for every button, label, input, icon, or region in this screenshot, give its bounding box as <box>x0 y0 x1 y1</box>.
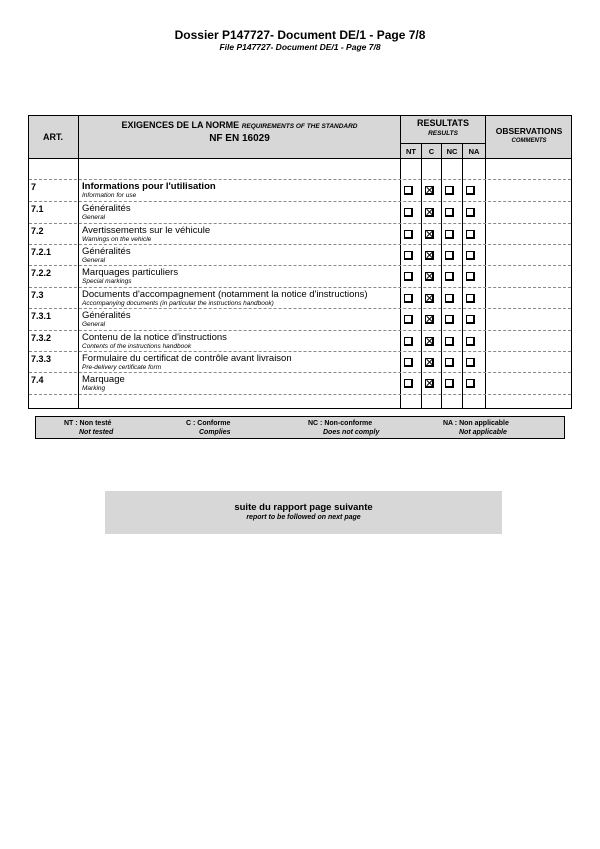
article-number: 7.3.1 <box>31 311 52 321</box>
article-number: 7.1 <box>31 204 44 214</box>
requirement-title: Documents d'accompagnement (notamment la notice d'instructions) <box>82 289 368 300</box>
legend-c <box>186 419 231 437</box>
standard-name: NF EN 16029 <box>209 133 270 144</box>
checkbox-c[interactable] <box>425 251 434 260</box>
requirement-title: Informations pour l'utilisation <box>82 181 216 192</box>
checkbox-nc[interactable] <box>445 230 454 239</box>
article-number: 7.3 <box>31 290 44 300</box>
legend-nt-english: Not tested <box>79 429 114 436</box>
legend-nt-label: NT : Non testé <box>64 420 112 427</box>
requirement-title-english: General <box>82 321 106 328</box>
requirement-title-english: General <box>82 257 106 264</box>
column-header-requirements <box>79 120 400 145</box>
requirement-title: Généralités <box>82 246 131 257</box>
column-header-observations <box>486 126 572 146</box>
article-number: 7.2.2 <box>31 268 52 278</box>
result-legend <box>35 416 565 439</box>
checkbox-c[interactable] <box>425 272 434 281</box>
requirement-title-english: Pre-delivery certificate form <box>82 364 162 371</box>
results-title: RESULTATS <box>417 118 469 128</box>
checkbox-nt[interactable] <box>404 315 413 324</box>
article-number: 7.2.1 <box>31 247 52 257</box>
checkbox-nt[interactable] <box>404 294 413 303</box>
checkbox-nt[interactable] <box>404 186 413 195</box>
checkbox-na[interactable] <box>466 315 475 324</box>
checkbox-c[interactable] <box>425 186 434 195</box>
legend-nt <box>64 419 113 437</box>
table-row <box>28 225 572 247</box>
observations-title: OBSERVATIONS <box>495 126 563 136</box>
checkbox-nc[interactable] <box>445 251 454 260</box>
result-code-c: C <box>428 147 435 156</box>
requirement-title: Formulaire du certificat de contrôle avant livraison <box>82 353 292 364</box>
checkbox-na[interactable] <box>466 358 475 367</box>
continuation-text: suite du rapport page suivante <box>234 502 373 513</box>
checkbox-na[interactable] <box>466 230 475 239</box>
row-separator <box>29 179 571 180</box>
checkbox-na[interactable] <box>466 294 475 303</box>
checkbox-nc[interactable] <box>445 358 454 367</box>
requirement-title: Marquages particuliers <box>82 267 179 278</box>
article-number: 7.4 <box>31 375 44 385</box>
legend-nc-english: Does not comply <box>323 429 380 436</box>
checkbox-c[interactable] <box>425 315 434 324</box>
checkbox-c[interactable] <box>425 294 434 303</box>
table-row <box>28 310 572 332</box>
article-number: 7.3.2 <box>31 333 52 343</box>
requirements-title: EXIGENCES DE LA NORME <box>121 120 240 130</box>
legend-c-english: Complies <box>199 429 231 436</box>
legend-c-label: C : Conforme <box>186 420 231 427</box>
requirement-title-english: General <box>82 214 106 221</box>
checkbox-c[interactable] <box>425 230 434 239</box>
checkbox-c[interactable] <box>425 208 434 217</box>
requirement-title: Généralités <box>82 203 131 214</box>
table-row <box>28 203 572 225</box>
requirement-title-english: Warnings on the vehicle <box>82 236 152 243</box>
checkbox-nt[interactable] <box>404 208 413 217</box>
checkbox-nc[interactable] <box>445 337 454 346</box>
checkbox-na[interactable] <box>466 208 475 217</box>
checkbox-nc[interactable] <box>445 379 454 388</box>
checkbox-na[interactable] <box>466 186 475 195</box>
checkbox-na[interactable] <box>466 337 475 346</box>
table-row <box>28 181 572 203</box>
results-title-english: RESULTS <box>428 130 458 137</box>
article-number: 7.3.3 <box>31 354 52 364</box>
checkbox-nc[interactable] <box>445 294 454 303</box>
checkbox-nt[interactable] <box>404 337 413 346</box>
checkbox-nt[interactable] <box>404 358 413 367</box>
article-number: 7.2 <box>31 226 44 236</box>
continuation-text-english: report to be followed on next page <box>246 514 361 521</box>
requirements-title-english: REQUIREMENTS OF THE STANDARD <box>241 123 358 130</box>
checkbox-na[interactable] <box>466 251 475 260</box>
checkbox-nc[interactable] <box>445 186 454 195</box>
table-row <box>28 374 572 396</box>
checkbox-na[interactable] <box>466 272 475 281</box>
requirement-title-english: Special markings <box>82 278 132 285</box>
continuation-notice <box>105 491 502 534</box>
checkbox-na[interactable] <box>466 379 475 388</box>
observations-title-english: COMMENTS <box>511 138 547 144</box>
result-code-nt: NT <box>406 147 416 156</box>
requirement-title: Contenu de la notice d'instructions <box>82 332 227 343</box>
requirement-title: Généralités <box>82 310 131 321</box>
result-code-nc: NC <box>446 147 458 156</box>
table-row <box>28 246 572 268</box>
checkbox-nc[interactable] <box>445 272 454 281</box>
table-row <box>28 332 572 354</box>
column-header-art: ART. <box>43 132 63 142</box>
document-title-english: File P147727- Document DE/1 - Page 7/8 <box>219 42 381 52</box>
requirement-title-english: Marking <box>82 385 106 392</box>
result-code-na: NA <box>468 147 480 156</box>
article-number: 7 <box>31 182 37 192</box>
checkbox-c[interactable] <box>425 337 434 346</box>
legend-nc <box>308 419 379 437</box>
requirement-title: Marquage <box>82 374 125 385</box>
checkbox-c[interactable] <box>425 358 434 367</box>
checkbox-nt[interactable] <box>404 272 413 281</box>
legend-na-english: Not applicable <box>459 429 507 436</box>
checkbox-nc[interactable] <box>445 208 454 217</box>
checkbox-c[interactable] <box>425 379 434 388</box>
checkbox-nt[interactable] <box>404 251 413 260</box>
checkbox-nt[interactable] <box>404 379 413 388</box>
results-subheader-divider <box>400 143 485 144</box>
legend-nc-label: NC : Non-conforme <box>308 420 373 427</box>
checkbox-nt[interactable] <box>404 230 413 239</box>
requirement-title-english: Information for use <box>82 192 137 199</box>
legend-na <box>443 419 509 437</box>
legend-na-label: NA : Non applicable <box>443 420 509 427</box>
column-header-results <box>401 118 485 139</box>
requirement-title-english: Accompanying documents (in particular the instructions handbook) <box>82 300 274 307</box>
table-row <box>28 353 572 375</box>
requirement-title: Avertissements sur le véhicule <box>82 225 211 236</box>
table-row <box>28 289 572 311</box>
checkbox-nc[interactable] <box>445 315 454 324</box>
document-title: Dossier P147727- Document DE/1 - Page 7/8 <box>174 28 426 42</box>
table-row <box>28 267 572 289</box>
requirement-title-english: Contents of the instructions handbook <box>82 343 192 350</box>
